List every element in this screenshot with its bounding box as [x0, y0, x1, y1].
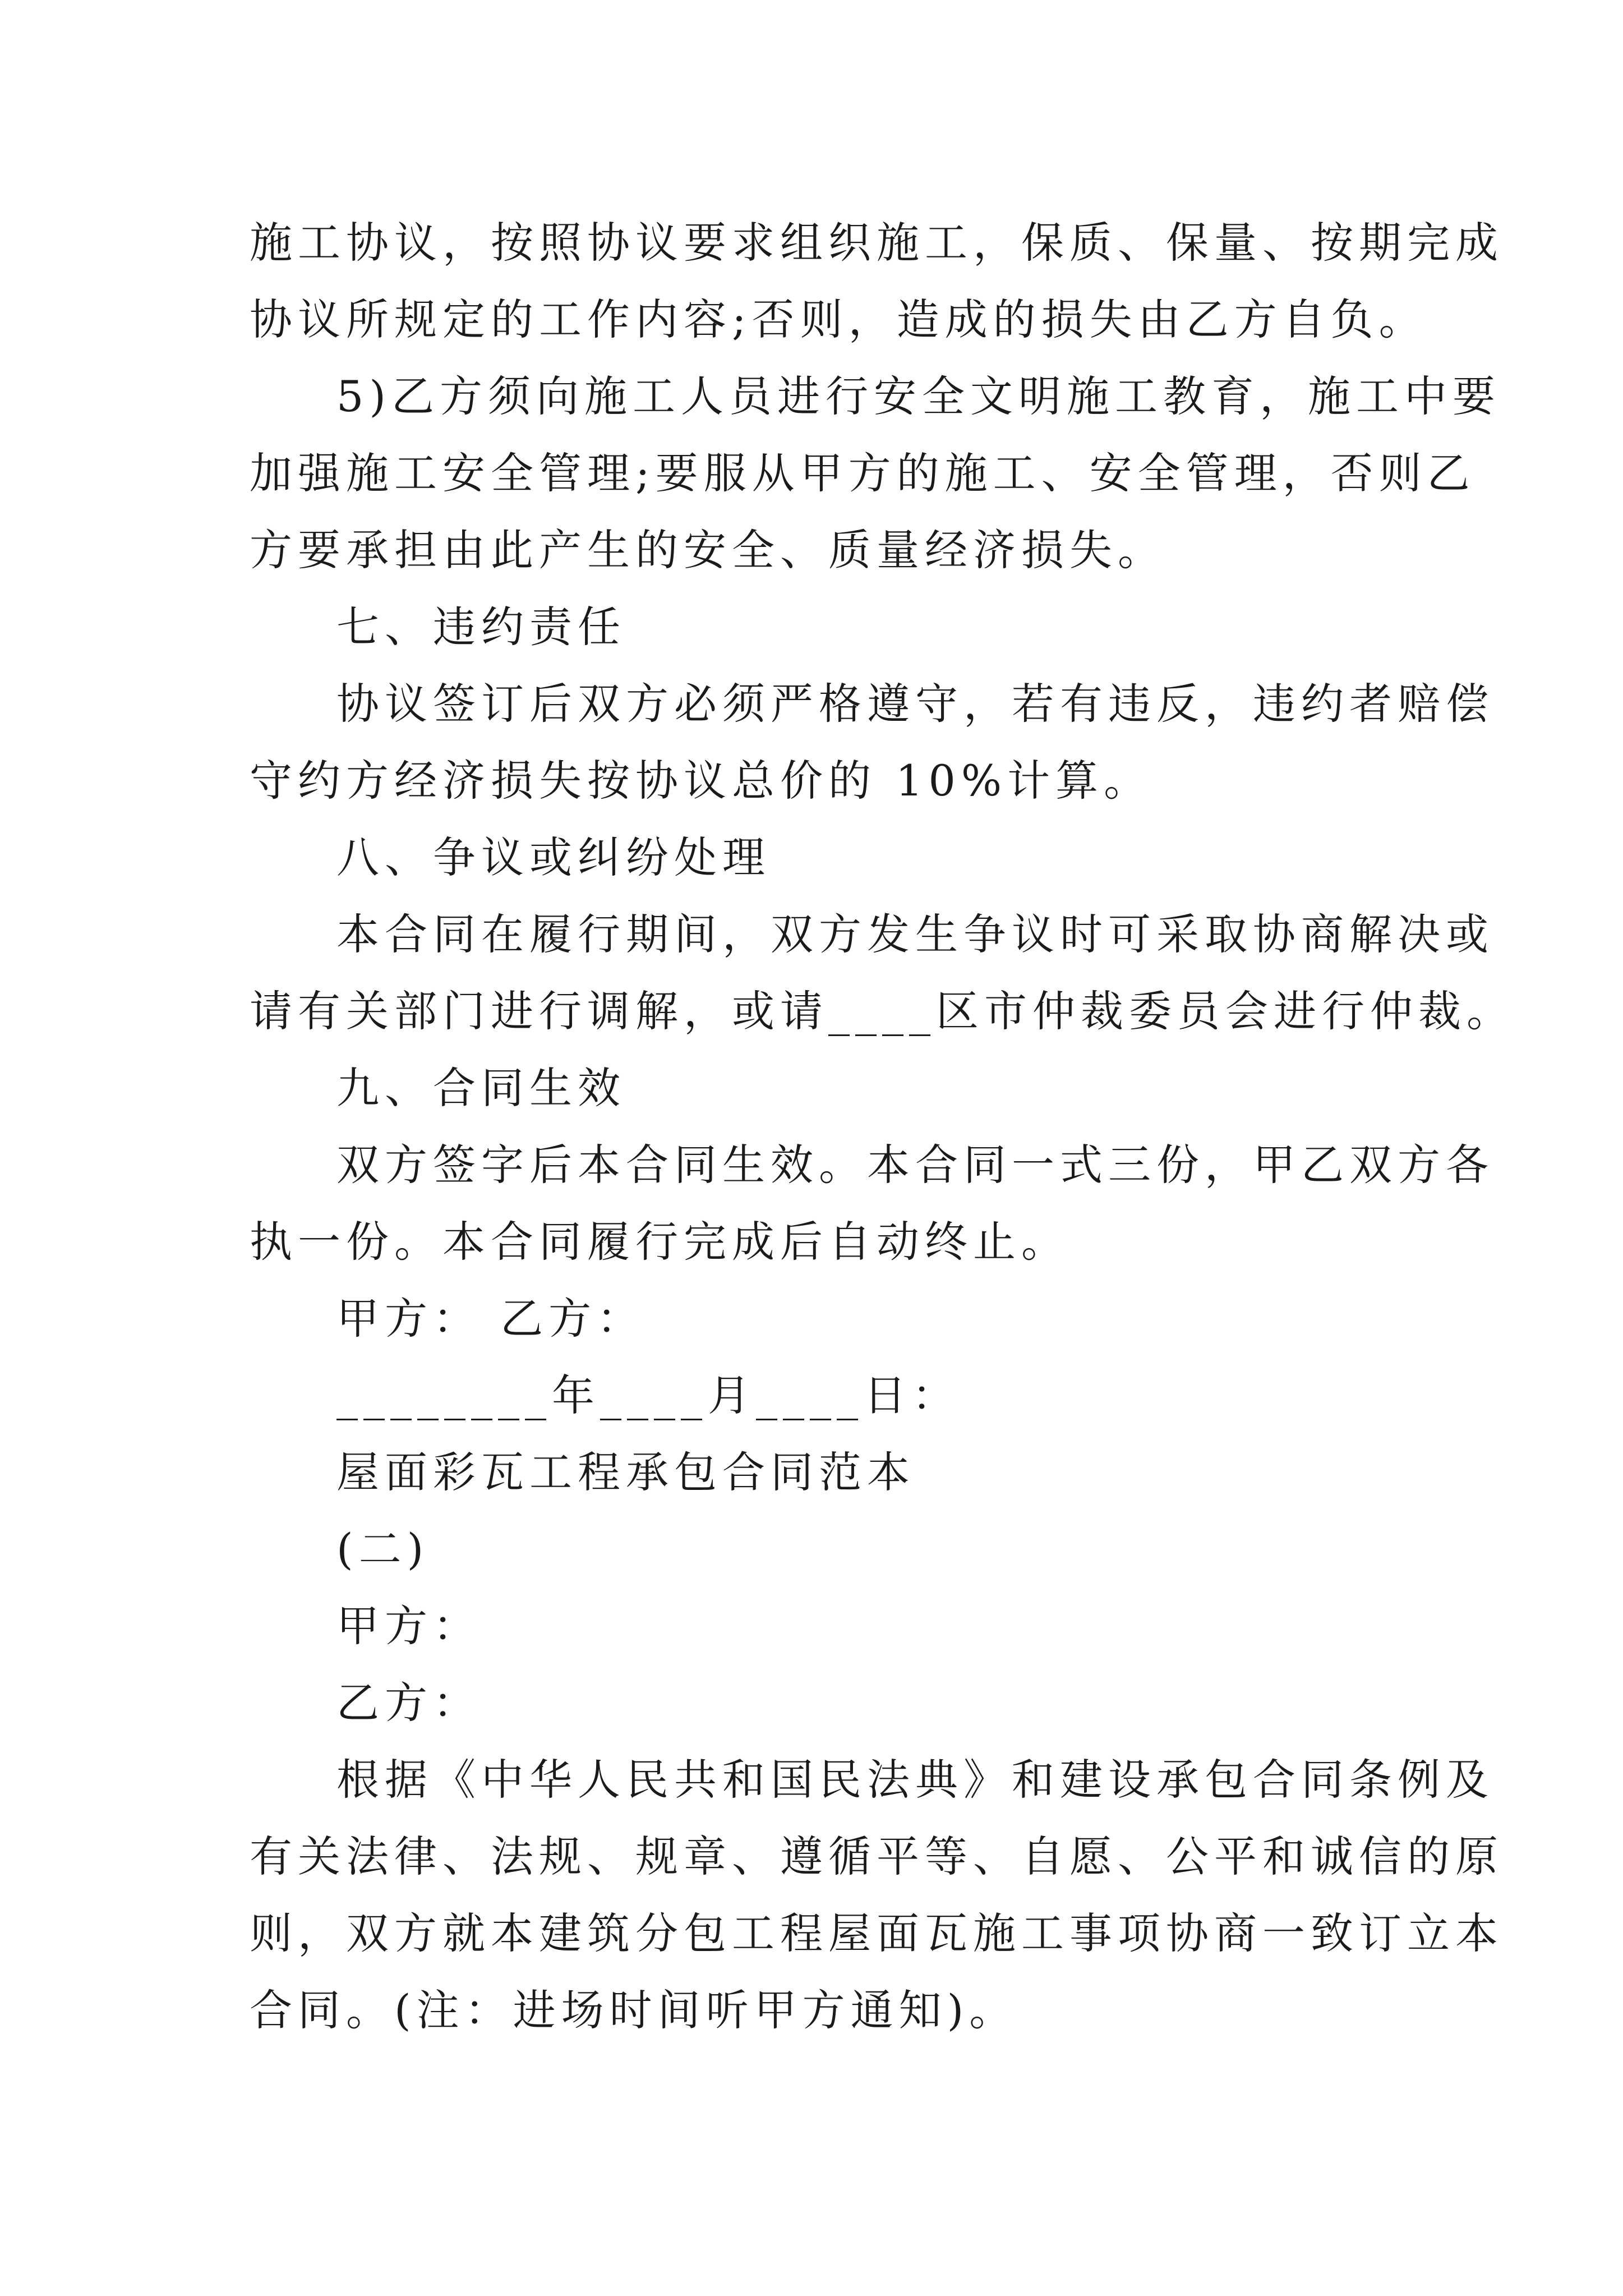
party-b-label: 乙方： — [336, 1678, 481, 1728]
paragraph-line: 本合同在履行期间，双方发生争议时可采取协商解决或 — [336, 909, 1494, 959]
paragraph-line: 执一份。本合同履行完成后自动终止。 — [250, 1217, 1069, 1267]
paragraph-line: 有关法律、法规、规章、遵循平等、自愿、公平和诚信的原 — [250, 1832, 1504, 1881]
paragraph-line: 根据《中华人民共和国民法典》和建设承包合同条例及 — [336, 1755, 1494, 1805]
contract-number: (二) — [336, 1524, 430, 1574]
section-heading: 八、争议或纠纷处理 — [336, 832, 771, 882]
contract-title: 屋面彩瓦工程承包合同范本 — [336, 1447, 915, 1497]
paragraph-line: 守约方经济损失按协议总价的 10%计算。 — [250, 756, 1152, 806]
paragraph-line: 方要承担由此产生的安全、质量经济损失。 — [250, 525, 1166, 575]
paragraph-line: 加强施工安全管理;要服从甲方的施工、安全管理，否则乙 — [250, 448, 1476, 498]
paragraph-line: 双方签字后本合同生效。本合同一式三份，甲乙双方各 — [336, 1140, 1494, 1190]
paragraph-line: 施工协议，按照协议要求组织施工，保质、保量、按期完成 — [250, 218, 1504, 268]
party-a-label: 甲方： — [336, 1601, 481, 1651]
section-heading: 九、合同生效 — [336, 1063, 626, 1113]
paragraph-line: 请有关部门进行调解，或请____区市仲裁委员会进行仲裁。 — [250, 986, 1515, 1036]
signature-parties: 甲方： 乙方： — [336, 1294, 645, 1343]
paragraph-line: 协议所规定的工作内容;否则，造成的损失由乙方自负。 — [250, 295, 1427, 344]
section-heading: 七、违约责任 — [336, 602, 626, 652]
paragraph-line: 协议签订后双方必须严格遵守，若有违反，违约者赔偿 — [336, 679, 1494, 729]
paragraph-line: 则，双方就本建筑分包工程屋面瓦施工事项协商一致订立本 — [250, 1908, 1504, 1958]
paragraph-line: 合同。(注：进场时间听甲方通知)。 — [250, 1985, 1018, 2035]
paragraph-line: 5)乙方须向施工人员进行安全文明施工教育，施工中要 — [336, 371, 1501, 421]
signature-date: ________年____月____日： — [336, 1370, 960, 1420]
